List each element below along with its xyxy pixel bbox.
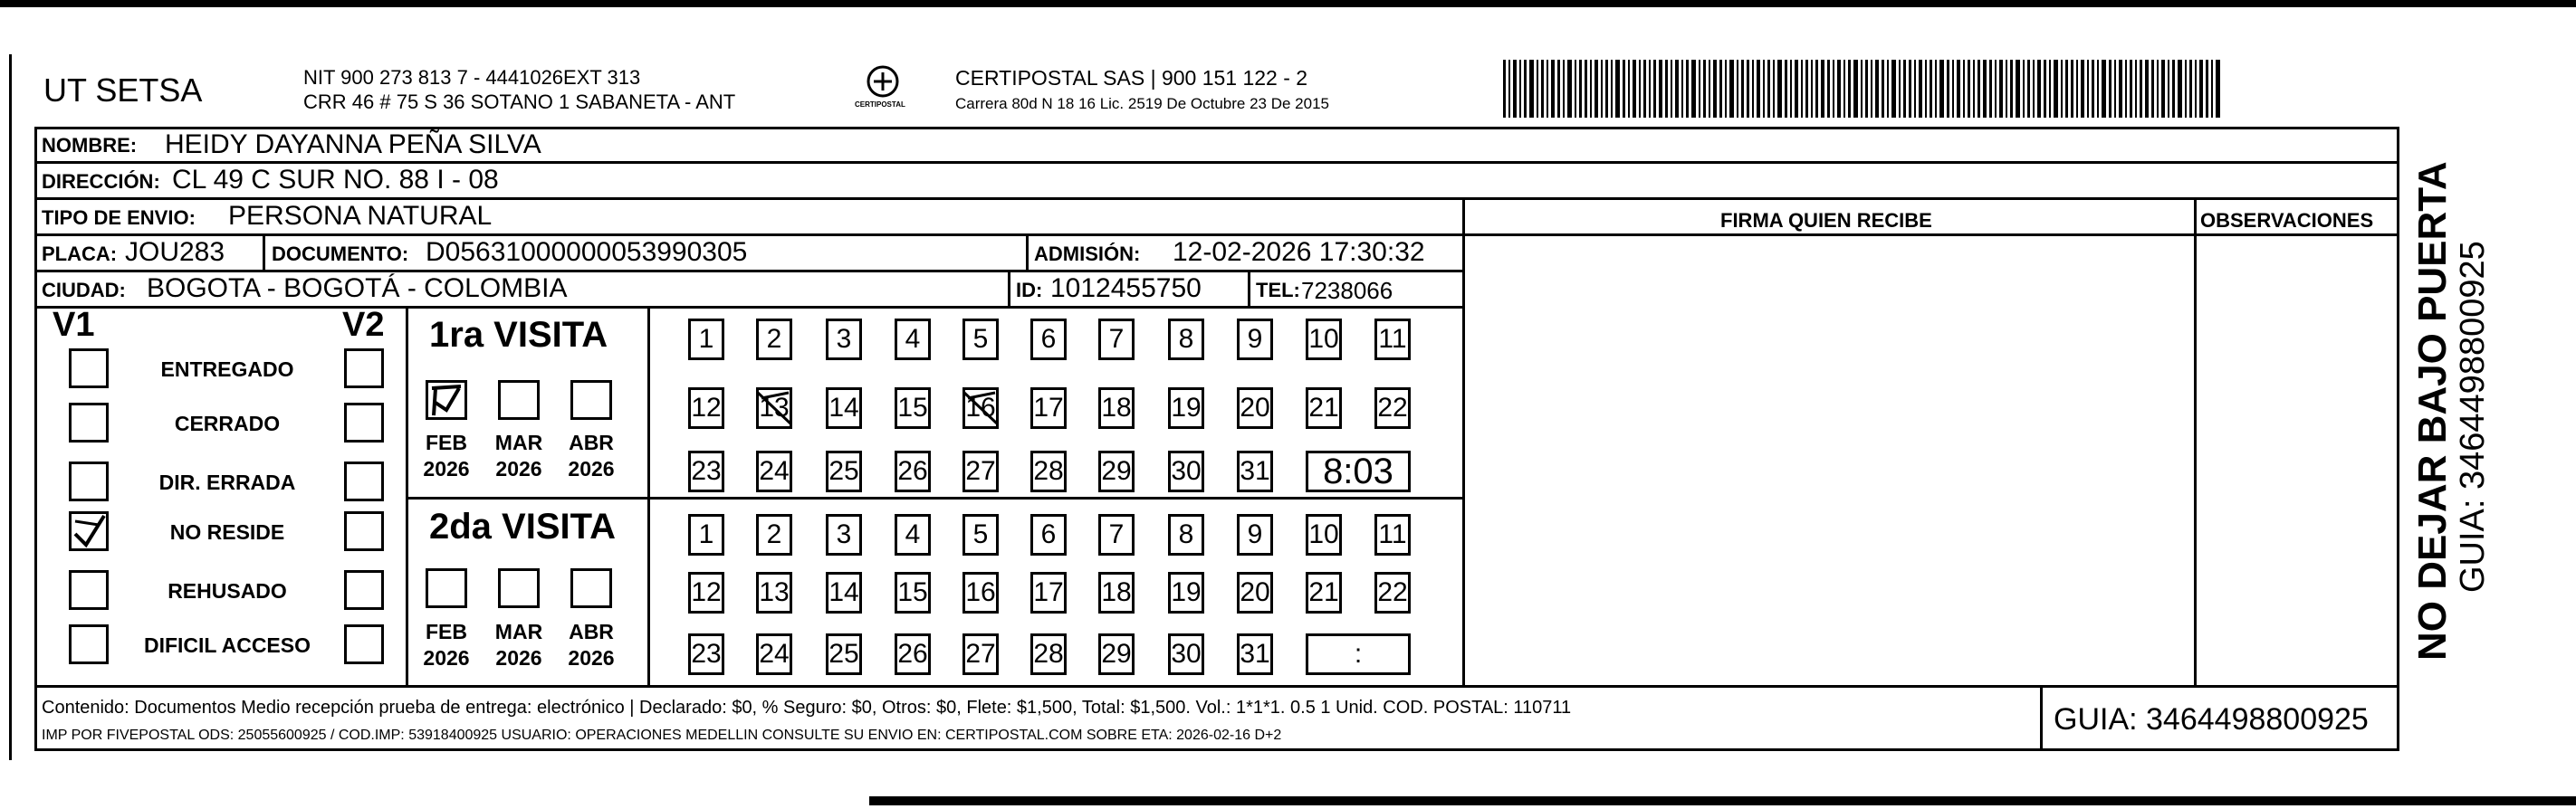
row-divider bbox=[34, 233, 2399, 236]
barcode-bar bbox=[2087, 60, 2089, 118]
barcode-bar bbox=[2016, 60, 2020, 118]
barcode-bar bbox=[2092, 60, 2094, 118]
day-box[interactable]: 5 bbox=[962, 514, 999, 556]
barcode-bar bbox=[2199, 60, 2203, 118]
barcode-bar bbox=[1957, 60, 1960, 118]
barcode-bar bbox=[1665, 60, 1668, 118]
month-checkbox[interactable] bbox=[426, 568, 467, 608]
barcode-bar bbox=[1848, 60, 1851, 118]
barcode-bar bbox=[1671, 60, 1672, 118]
barcode-bar bbox=[1821, 60, 1824, 118]
day-box[interactable]: 5 bbox=[962, 319, 999, 360]
barcode-bar bbox=[2044, 60, 2046, 118]
v1-checkbox[interactable] bbox=[69, 624, 109, 664]
strike-mark-icon bbox=[962, 387, 999, 429]
scan-left-edge bbox=[9, 54, 12, 760]
barcode-bar bbox=[1963, 60, 1965, 118]
barcode-bar bbox=[1537, 60, 1538, 118]
barcode-bar bbox=[2006, 60, 2007, 118]
barcode-bar bbox=[1551, 60, 1555, 118]
visit-divider bbox=[406, 497, 1463, 500]
barcode-bar bbox=[1628, 60, 1630, 118]
row-divider bbox=[34, 161, 2399, 164]
barcode-bar bbox=[1719, 60, 1722, 118]
firma-column-divider bbox=[1462, 197, 1465, 686]
barcode-bar bbox=[2157, 60, 2159, 118]
day-box[interactable]: 7 bbox=[1098, 319, 1135, 360]
barcode-bar bbox=[1737, 60, 1738, 118]
barcode-bar bbox=[2081, 60, 2084, 118]
barcode-bar bbox=[1871, 60, 1872, 118]
barcode-bar bbox=[2185, 60, 2187, 118]
barcode-bar bbox=[1909, 60, 1911, 118]
barcode-bar bbox=[2135, 60, 2137, 118]
day-box[interactable]: 12 bbox=[688, 572, 724, 614]
v1-checkbox[interactable] bbox=[69, 511, 109, 551]
barcode-bar bbox=[2195, 60, 2197, 118]
day-box[interactable]: 3 bbox=[826, 514, 862, 556]
day-box[interactable]: 25 bbox=[826, 633, 862, 675]
company-name: UT SETSA bbox=[43, 71, 203, 109]
day-box[interactable]: 13 bbox=[756, 572, 792, 614]
v1-checkbox[interactable] bbox=[69, 403, 109, 443]
month-year: 2026 bbox=[568, 645, 615, 670]
strike-mark-icon bbox=[756, 387, 792, 429]
barcode-bar bbox=[1865, 60, 1868, 118]
day-box[interactable]: 23 bbox=[688, 451, 724, 492]
scan-bottom-edge bbox=[869, 796, 2576, 805]
barcode-bar bbox=[1861, 60, 1863, 118]
barcode-bar bbox=[2027, 60, 2030, 118]
barcode-bar bbox=[1585, 60, 1587, 118]
barcode-bar bbox=[1763, 60, 1765, 118]
barcode-bar bbox=[2061, 60, 2063, 118]
day-box[interactable]: 27 bbox=[962, 451, 999, 492]
barcode-bar bbox=[1513, 60, 1517, 118]
id-value: 1012455750 bbox=[1050, 273, 1202, 303]
day-box[interactable]: 15 bbox=[895, 387, 931, 429]
time-box[interactable]: 8:03 bbox=[1306, 451, 1411, 492]
day-box[interactable]: 26 bbox=[895, 633, 931, 675]
barcode-bar bbox=[1833, 60, 1834, 118]
day-box[interactable]: 31 bbox=[1237, 451, 1273, 492]
day-box[interactable]: 29 bbox=[1098, 451, 1135, 492]
v2-checkbox[interactable] bbox=[344, 570, 384, 610]
status-label: DIR. ERRADA bbox=[158, 471, 296, 494]
day-box[interactable]: 31 bbox=[1237, 633, 1273, 675]
day-box[interactable]: 1 bbox=[688, 319, 724, 360]
day-box[interactable]: 2 bbox=[756, 319, 792, 360]
barcode-bar bbox=[2168, 60, 2169, 118]
day-box[interactable]: 17 bbox=[1030, 572, 1067, 614]
tipo-envio-value: PERSONA NATURAL bbox=[228, 201, 493, 231]
day-box[interactable]: 12 bbox=[688, 387, 724, 429]
barcode-bar bbox=[1785, 60, 1787, 118]
direccion-label: DIRECCIÓN: bbox=[42, 170, 160, 193]
certipostal-logo bbox=[851, 63, 915, 116]
day-box[interactable]: 22 bbox=[1374, 572, 1411, 614]
barcode-bar bbox=[1875, 60, 1879, 118]
ciudad-value: BOGOTA - BOGOTÁ - COLOMBIA bbox=[147, 273, 568, 303]
month-label bbox=[560, 430, 623, 482]
month-label bbox=[487, 619, 551, 671]
tipo-envio-label: TIPO DE ENVIO: bbox=[42, 206, 196, 229]
barcode-bar bbox=[1643, 60, 1646, 118]
barcode-bar bbox=[1935, 60, 1937, 118]
day-box[interactable]: 10 bbox=[1306, 514, 1342, 556]
day-box[interactable]: 26 bbox=[895, 451, 931, 492]
barcode-bar bbox=[1590, 60, 1592, 118]
month-year: 2026 bbox=[568, 456, 615, 481]
day-box[interactable]: 24 bbox=[756, 633, 792, 675]
barcode-bar bbox=[2023, 60, 2025, 118]
barcode-bar bbox=[1914, 60, 1916, 118]
day-box[interactable]: 18 bbox=[1098, 387, 1135, 429]
barcode-bar bbox=[1952, 60, 1954, 118]
day-box[interactable]: 8 bbox=[1168, 319, 1204, 360]
footer-guia-divider bbox=[2040, 685, 2043, 751]
cell-divider bbox=[1248, 270, 1250, 306]
barcode-bar bbox=[1903, 60, 1906, 118]
barcode-bar bbox=[1977, 60, 1980, 118]
barcode-bar bbox=[1811, 60, 1813, 118]
barcode-bar bbox=[1747, 60, 1749, 118]
month-checkbox[interactable] bbox=[570, 380, 612, 420]
day-box[interactable]: 18 bbox=[1098, 572, 1135, 614]
barcode-bar bbox=[1659, 60, 1662, 118]
barcode-bar bbox=[1567, 60, 1572, 118]
barcode-bar bbox=[1623, 60, 1625, 118]
certipostal-line-2: Carrera 80d N 18 16 Lic. 2519 De Octubre 23 De 2015 bbox=[955, 95, 1329, 112]
day-box[interactable]: 16 bbox=[962, 387, 999, 429]
day-box[interactable]: 9 bbox=[1237, 514, 1273, 556]
barcode-bar bbox=[2049, 60, 2051, 118]
barcode-bar bbox=[1999, 60, 2003, 118]
logo-text: CERTIPOSTAL bbox=[855, 100, 905, 109]
day-box[interactable]: 11 bbox=[1374, 319, 1411, 360]
barcode-bar bbox=[1882, 60, 1884, 118]
month-label bbox=[560, 619, 623, 671]
barcode-bar bbox=[1757, 60, 1760, 118]
row-divider bbox=[34, 306, 1465, 309]
barcode-bar bbox=[2125, 60, 2127, 118]
day-box[interactable]: 14 bbox=[826, 387, 862, 429]
nit-line-2: CRR 46 # 75 S 36 SOTANO 1 SABANETA - ANT bbox=[303, 90, 736, 113]
barcode-bar bbox=[1752, 60, 1754, 118]
barcode-bar bbox=[1837, 60, 1841, 118]
barcode-bar bbox=[1508, 60, 1510, 118]
barcode-bar bbox=[1681, 60, 1683, 118]
barcode-bar bbox=[1773, 60, 1775, 118]
visit-title: 1ra VISITA bbox=[429, 315, 608, 355]
month-name: FEB bbox=[426, 620, 467, 643]
v2-checkbox[interactable] bbox=[344, 624, 384, 664]
v2-checkbox[interactable] bbox=[344, 348, 384, 388]
barcode-bar bbox=[1713, 60, 1717, 118]
barcode-bar bbox=[1611, 60, 1613, 118]
barcode-bar bbox=[1594, 60, 1598, 118]
documento-value: D05631000000053990305 bbox=[426, 237, 748, 267]
barcode-bar bbox=[1919, 60, 1922, 118]
barcode-bar bbox=[2151, 60, 2154, 118]
barcode-bar bbox=[1930, 60, 1932, 118]
day-box[interactable]: 6 bbox=[1030, 319, 1067, 360]
barcode-bar bbox=[1853, 60, 1858, 118]
barcode-bar bbox=[2140, 60, 2142, 118]
day-box[interactable]: 3 bbox=[826, 319, 862, 360]
barcode-bar bbox=[1725, 60, 1727, 118]
barcode-bar bbox=[1925, 60, 1927, 118]
barcode-bar bbox=[1633, 60, 1636, 118]
barcode-bar bbox=[1947, 60, 1949, 118]
barcode-bar bbox=[1741, 60, 1744, 118]
day-box[interactable]: 11 bbox=[1374, 514, 1411, 556]
status-column-divider bbox=[406, 306, 408, 686]
documento-label: DOCUMENTO: bbox=[272, 243, 409, 265]
barcode-bar bbox=[1653, 60, 1656, 118]
barcode-bar bbox=[2071, 60, 2073, 118]
barcode-bar bbox=[1891, 60, 1896, 118]
v2-checkbox[interactable] bbox=[344, 403, 384, 443]
day-box[interactable]: 10 bbox=[1306, 319, 1342, 360]
barcode-bar bbox=[1939, 60, 1944, 118]
month-label bbox=[415, 619, 478, 671]
day-box[interactable]: 14 bbox=[826, 572, 862, 614]
barcode-bar bbox=[1557, 60, 1560, 118]
barcode-bar bbox=[1675, 60, 1679, 118]
barcode-bar bbox=[2054, 60, 2058, 118]
barcode-bar bbox=[1639, 60, 1641, 118]
barcode-bar bbox=[2189, 60, 2192, 118]
nit-line-1: NIT 900 273 813 7 - 4441026EXT 313 bbox=[303, 66, 641, 89]
barcode-bar bbox=[1529, 60, 1534, 118]
barcode-bar bbox=[1983, 60, 1987, 118]
day-box[interactable]: 20 bbox=[1237, 572, 1273, 614]
month-year: 2026 bbox=[423, 456, 470, 481]
month-year: 2026 bbox=[495, 645, 542, 670]
day-box[interactable]: 21 bbox=[1306, 572, 1342, 614]
v1-checkbox[interactable] bbox=[69, 462, 109, 501]
row-divider bbox=[34, 197, 2399, 200]
footer-guia: GUIA: 3464498800925 bbox=[2054, 702, 2369, 737]
barcode-bar bbox=[2172, 60, 2175, 118]
footer-contenido: Contenido: Documentos Medio recepción prueba de entrega: electrónico | Declarado: $0, % Seguro: $0, Otros: $0, Flete: $1,500, Total: $1,500. Vol.: 1*1*1. 0.5 1 Unid. COD. POSTAL: 110711 bbox=[42, 698, 1572, 718]
time-box[interactable]: : bbox=[1306, 633, 1411, 675]
side-guia: GUIA: 3464498800925 bbox=[2454, 241, 2492, 593]
month-name: FEB bbox=[426, 431, 467, 454]
status-label: CERRADO bbox=[174, 412, 281, 435]
day-box[interactable]: 7 bbox=[1098, 514, 1135, 556]
nombre-value: HEIDY DAYANNA PEÑA SILVA bbox=[165, 129, 541, 159]
barcode-bar bbox=[1827, 60, 1830, 118]
barcode-bar bbox=[1579, 60, 1582, 118]
status-label: NO RESIDE bbox=[169, 520, 285, 544]
day-box[interactable]: 27 bbox=[962, 633, 999, 675]
day-box[interactable]: 25 bbox=[826, 451, 862, 492]
nombre-label: NOMBRE: bbox=[42, 134, 138, 157]
v2-checkbox[interactable] bbox=[344, 511, 384, 551]
no-dejar-bajo-puerta: NO DEJAR BAJO PUERTA bbox=[2410, 161, 2455, 661]
v2-checkbox[interactable] bbox=[344, 462, 384, 501]
direccion-value: CL 49 C SUR NO. 88 I - 08 bbox=[172, 165, 499, 195]
day-box[interactable]: 28 bbox=[1030, 633, 1067, 675]
barcode-bar bbox=[2119, 60, 2122, 118]
barcode-bar bbox=[1686, 60, 1689, 118]
observaciones-label: OBSERVACIONES bbox=[2200, 209, 2374, 232]
month-year: 2026 bbox=[423, 645, 470, 670]
footer-imp: IMP POR FIVEPOSTAL ODS: 25055600925 / COD.IMP: 53918400925 USUARIO: OPERACIONES MEDELLIN CONSULTE SU ENVIO EN: CERTIPOSTAL.COM SOBRE ETA: 2026-02-16 D+2 bbox=[42, 728, 1282, 743]
barcode-bar bbox=[1691, 60, 1696, 118]
firma-quien-recibe-label: FIRMA QUIEN RECIBE bbox=[1720, 209, 1932, 232]
barcode-bar bbox=[1601, 60, 1603, 118]
barcode-bar bbox=[1777, 60, 1782, 118]
day-box[interactable]: 22 bbox=[1374, 387, 1411, 429]
barcode-bar bbox=[2114, 60, 2116, 118]
barcode-bar bbox=[1519, 60, 1521, 118]
barcode-bar bbox=[1989, 60, 1992, 118]
barcode-bar bbox=[1575, 60, 1576, 118]
barcode-bar bbox=[1605, 60, 1608, 118]
month-year: 2026 bbox=[495, 456, 542, 481]
barcode-bar bbox=[2097, 60, 2099, 118]
month-checkbox[interactable] bbox=[498, 380, 540, 420]
admision-value: 12-02-2026 17:30:32 bbox=[1173, 237, 1425, 267]
tel-value: 7238066 bbox=[1301, 277, 1393, 304]
certipostal-line-1: CERTIPOSTAL SAS | 900 151 122 - 2 bbox=[955, 66, 1308, 90]
barcode-bar bbox=[1524, 60, 1527, 118]
status-label: DIFICIL ACCESO bbox=[143, 633, 311, 657]
id-label: ID: bbox=[1016, 279, 1043, 301]
day-box[interactable]: 28 bbox=[1030, 451, 1067, 492]
barcode-bar bbox=[1649, 60, 1651, 118]
day-box[interactable]: 19 bbox=[1168, 387, 1204, 429]
barcode-bar bbox=[1899, 60, 1901, 118]
day-box[interactable]: 9 bbox=[1237, 319, 1273, 360]
day-box[interactable]: 23 bbox=[688, 633, 724, 675]
barcode-bar bbox=[1547, 60, 1548, 118]
scan-top-edge bbox=[0, 0, 2576, 7]
barcode-bar bbox=[1503, 60, 1506, 118]
barcode-bar bbox=[1767, 60, 1770, 118]
day-box[interactable]: 17 bbox=[1030, 387, 1067, 429]
barcode-bar bbox=[2161, 60, 2165, 118]
day-box[interactable]: 30 bbox=[1168, 633, 1204, 675]
month-label bbox=[487, 430, 551, 482]
barcode-bar bbox=[2178, 60, 2182, 118]
barcode-bar bbox=[1615, 60, 1620, 118]
month-name: MAR bbox=[494, 431, 543, 454]
day-box[interactable]: 20 bbox=[1237, 387, 1273, 429]
barcode-bar bbox=[1790, 60, 1792, 118]
barcode-bar bbox=[2102, 60, 2106, 118]
barcode-bar bbox=[1995, 60, 1997, 118]
day-box[interactable]: 1 bbox=[688, 514, 724, 556]
ciudad-label: CIUDAD: bbox=[42, 279, 126, 301]
day-box[interactable]: 6 bbox=[1030, 514, 1067, 556]
barcode-bar bbox=[2130, 60, 2132, 118]
day-box[interactable]: 15 bbox=[895, 572, 931, 614]
barcode-bar bbox=[1795, 60, 1798, 118]
day-box[interactable]: 29 bbox=[1098, 633, 1135, 675]
barcode-bar bbox=[2076, 60, 2078, 118]
visit-title: 2da VISITA bbox=[429, 507, 616, 547]
barcode-bar bbox=[1843, 60, 1845, 118]
barcode-bar bbox=[1887, 60, 1889, 118]
month-column-divider bbox=[647, 306, 650, 686]
day-box[interactable]: 16 bbox=[962, 572, 999, 614]
day-box[interactable]: 30 bbox=[1168, 451, 1204, 492]
tel-label: TEL: bbox=[1256, 279, 1300, 301]
barcode-bar bbox=[1805, 60, 1808, 118]
v2-header: V2 bbox=[342, 306, 385, 344]
month-checkbox[interactable] bbox=[570, 568, 612, 608]
cell-divider bbox=[1008, 270, 1010, 306]
barcode-bar bbox=[2109, 60, 2112, 118]
day-box[interactable]: 19 bbox=[1168, 572, 1204, 614]
placa-value: JOU283 bbox=[125, 237, 225, 267]
check-mark-icon bbox=[72, 514, 108, 550]
v1-checkbox[interactable] bbox=[69, 570, 109, 610]
day-box[interactable]: 24 bbox=[756, 451, 792, 492]
month-name: ABR bbox=[569, 431, 614, 454]
day-box[interactable]: 4 bbox=[895, 514, 931, 556]
day-box[interactable]: 13 bbox=[756, 387, 792, 429]
cell-divider bbox=[1026, 233, 1029, 270]
barcode-bar bbox=[2033, 60, 2035, 118]
month-name: MAR bbox=[494, 620, 543, 643]
month-name: ABR bbox=[569, 620, 614, 643]
barcode-bar bbox=[2145, 60, 2149, 118]
barcode-bar bbox=[1703, 60, 1706, 118]
barcode-bar bbox=[1968, 60, 1970, 118]
barcode-bar bbox=[2211, 60, 2213, 118]
barcode-bar bbox=[2037, 60, 2041, 118]
month-checkbox[interactable] bbox=[498, 568, 540, 608]
day-box[interactable]: 2 bbox=[756, 514, 792, 556]
barcode-bar bbox=[1729, 60, 1734, 118]
barcode-bar bbox=[1973, 60, 1975, 118]
barcode-bar bbox=[2010, 60, 2013, 118]
status-label: ENTREGADO bbox=[160, 357, 294, 381]
month-label bbox=[415, 430, 478, 482]
month-checkbox[interactable] bbox=[426, 380, 467, 420]
v1-checkbox[interactable] bbox=[69, 348, 109, 388]
admision-label: ADMISIÓN: bbox=[1034, 243, 1141, 265]
day-box[interactable]: 21 bbox=[1306, 387, 1342, 429]
barcode-bar bbox=[1709, 60, 1710, 118]
v1-header: V1 bbox=[53, 306, 95, 344]
check-mark-icon bbox=[428, 383, 464, 417]
barcode-bar bbox=[1699, 60, 1700, 118]
barcode-bar bbox=[1801, 60, 1803, 118]
barcode-bar bbox=[1541, 60, 1544, 118]
observaciones-column-divider bbox=[2194, 197, 2197, 686]
placa-label: PLACA: bbox=[42, 243, 118, 265]
cell-divider bbox=[263, 233, 265, 270]
day-box[interactable]: 4 bbox=[895, 319, 931, 360]
row-divider bbox=[34, 685, 2399, 688]
status-label: REHUSADO bbox=[168, 579, 287, 603]
barcode bbox=[1503, 60, 2227, 118]
row-divider bbox=[34, 270, 1465, 272]
barcode-bar bbox=[2216, 60, 2220, 118]
barcode-bar bbox=[1815, 60, 1818, 118]
barcode-bar bbox=[1563, 60, 1565, 118]
day-box[interactable]: 8 bbox=[1168, 514, 1204, 556]
barcode-bar bbox=[2206, 60, 2208, 118]
barcode-bar bbox=[2065, 60, 2068, 118]
